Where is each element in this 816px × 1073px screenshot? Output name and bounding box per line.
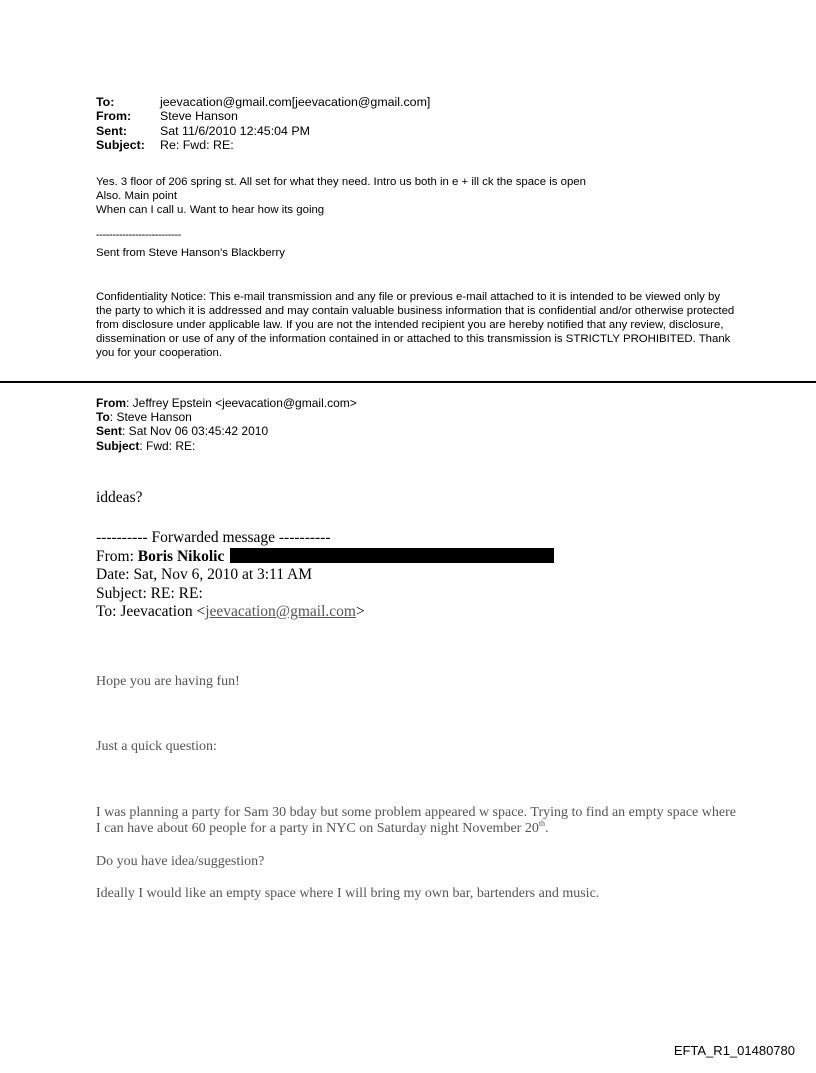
header-label: To: [96, 410, 110, 425]
email2-to-row: [96, 410, 357, 424]
header-label: From:: [96, 109, 132, 124]
forwarded-paragraph: Hope you are having fun!: [96, 674, 240, 689]
email1-header: [96, 95, 430, 153]
forwarded-paragraph: Just a quick question:: [96, 739, 217, 754]
fwd-to-prefix: To: Jeevacation <: [96, 603, 206, 620]
fwd-from-label: From:: [96, 547, 138, 565]
email2-header: [96, 396, 357, 453]
fwd-from-row: [96, 548, 554, 567]
body-line: Also. Main point: [96, 190, 178, 203]
fwd-from-name: Boris Nikolic: [137, 547, 225, 565]
forwarded-paragraph: Ideally I would like an empty space where I will bring my own bar, bartenders and music.: [96, 886, 600, 901]
email2-subject-row: [96, 439, 357, 453]
header-value: Steve Hanson: [160, 109, 238, 124]
ordinal-suffix: th: [538, 819, 546, 828]
forwarded-paragraph: [96, 805, 736, 837]
email1-sent-row: [96, 124, 430, 138]
signature: Sent from Steve Hanson's Blackberry: [96, 247, 285, 259]
body-line: Yes. 3 floor of 206 spring st. All set for what they need. Intro us both in e + ill ck the space is open: [96, 176, 586, 188]
paragraph-end: .: [545, 821, 549, 836]
document-id: EFTA_R1_01480780: [673, 1043, 795, 1058]
header-value: Sat 11/6/2010 12:45:04 PM: [160, 123, 310, 138]
email1-to-row: [96, 95, 430, 109]
header-label: To:: [96, 95, 115, 109]
forwarded-header: [96, 529, 554, 622]
signature-separator: --------------------------: [96, 229, 181, 241]
fwd-subject: Subject: RE: RE:: [96, 584, 203, 602]
header-label: Subject:: [96, 138, 145, 153]
header-value: Re: Fwd: RE:: [160, 138, 234, 153]
fwd-to-suffix: >: [355, 603, 365, 620]
header-value: : Steve Hanson: [109, 410, 192, 425]
header-label: Sent: [96, 424, 123, 439]
confidentiality-notice: Confidentiality Notice: This e-mail transmission and any file or previous e-mail attached to it is intended to be viewed only by the party to which it is addressed and may contain valuable business information that is confidential and/or otherwise protected from disclosure under applicable law. If you are not the intended recipient you are hereby notified that any review, disclosure, dissemination or use of any of the information contained in or attached to this transmission is STRICTLY PROHIBITED. Thank you for your cooperation.: [96, 291, 735, 359]
header-value: : Sat Nov 06 03:45:42 2010: [122, 424, 269, 439]
header-value: : Fwd: RE:: [139, 438, 196, 453]
redaction-bar: [230, 548, 554, 563]
email1-from-row: [96, 109, 430, 123]
email2-sent-row: [96, 424, 357, 438]
paragraph-text: I was planning a party for Sam 30 bday but some problem appeared w space. Trying to find an empty space where I can have about 60 people for a party in NYC on Saturday night November 20: [96, 805, 736, 836]
email2-from-row: [96, 396, 357, 410]
header-value: : Jeffrey Epstein <jeevacation@gmail.com>: [126, 396, 357, 410]
header-label: From: [96, 396, 126, 410]
forward-marker: ---------- Forwarded message ----------: [96, 529, 331, 546]
divider: [0, 381, 816, 383]
fwd-to-row: [96, 603, 554, 622]
email1-subject-row: [96, 138, 430, 152]
email2-body: iddeas?: [96, 489, 143, 506]
header-label: Sent:: [96, 123, 127, 138]
fwd-date: Date: Sat, Nov 6, 2010 at 3:11 AM: [96, 566, 312, 583]
header-value: jeevacation@gmail.com[jeevacation@gmail.com]: [160, 95, 431, 109]
body-line: When can I call u. Want to hear how its going: [96, 204, 325, 217]
email1-body: [96, 175, 586, 218]
fwd-to-email-link[interactable]: jeevacation@gmail.com: [205, 603, 356, 620]
forwarded-paragraph: Do you have idea/suggestion?: [96, 854, 265, 869]
header-label: Subject: [96, 438, 140, 453]
